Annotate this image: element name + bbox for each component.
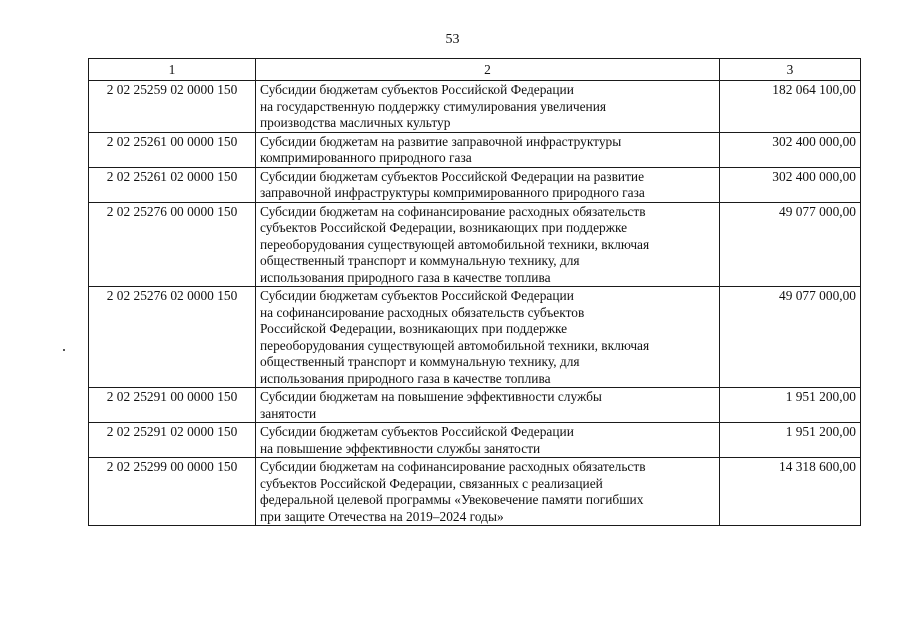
table-row — [89, 287, 861, 388]
budget-code-cell: 2 02 25259 02 0000 150 — [89, 81, 256, 133]
description-cell: Субсидии бюджетам на развитие заправочной инфраструктуры компримированного природного газа — [256, 132, 720, 167]
amount-cell: 1 951 200,00 — [720, 423, 861, 458]
table-header — [89, 59, 861, 81]
description-cell: Субсидии бюджетам на софинансирование расходных обязательств субъектов Российской Федерации, связанных с реализацией федеральной целевой программы «Увековечение памяти погибших при защите Отечества на 2019–2024 годы» — [256, 458, 720, 526]
table-row — [89, 423, 861, 458]
budget-code-cell: 2 02 25299 00 0000 150 — [89, 458, 256, 526]
page-number: 53 — [445, 32, 460, 47]
description-cell: Субсидии бюджетам субъектов Российской Федерации на повышение эффективности службы занятости — [256, 423, 720, 458]
table-body — [89, 81, 861, 526]
amount-cell: 182 064 100,00 — [720, 81, 861, 133]
description-cell: Субсидии бюджетам на повышение эффективности службы занятости — [256, 388, 720, 423]
table-row — [89, 132, 861, 167]
description-cell: Субсидии бюджетам субъектов Российской Федерации на развитие заправочной инфраструктуры компримированного природного газа — [256, 167, 720, 202]
amount-cell: 49 077 000,00 — [720, 202, 861, 287]
table-row — [89, 81, 861, 133]
budget-code-cell: 2 02 25276 02 0000 150 — [89, 287, 256, 388]
budget-table — [88, 58, 861, 526]
scan-artifact-dot — [63, 349, 65, 351]
table-row — [89, 388, 861, 423]
amount-cell: 1 951 200,00 — [720, 388, 861, 423]
budget-code-cell: 2 02 25291 02 0000 150 — [89, 423, 256, 458]
amount-cell: 49 077 000,00 — [720, 287, 861, 388]
budget-code-cell: 2 02 25276 00 0000 150 — [89, 202, 256, 287]
amount-cell: 302 400 000,00 — [720, 132, 861, 167]
table-row — [89, 202, 861, 287]
description-cell: Субсидии бюджетам субъектов Российской Федерации на софинансирование расходных обязательств субъектов Российской Федерации, возникающих при поддержке переоборудования существующей автомобильной техники, включая общественный транспорт и коммунальную технику, для использования природного газа в качестве топлива — [256, 287, 720, 388]
header-row — [89, 59, 861, 81]
budget-code-cell: 2 02 25291 00 0000 150 — [89, 388, 256, 423]
column-header-amount: 3 — [720, 59, 861, 81]
column-header-description: 2 — [256, 59, 720, 81]
column-header-code: 1 — [89, 59, 256, 81]
budget-code-cell: 2 02 25261 02 0000 150 — [89, 167, 256, 202]
table-row — [89, 458, 861, 526]
amount-cell: 14 318 600,00 — [720, 458, 861, 526]
budget-code-cell: 2 02 25261 00 0000 150 — [89, 132, 256, 167]
description-cell: Субсидии бюджетам субъектов Российской Федерации на государственную поддержку стимулирования увеличения производства масличных культур — [256, 81, 720, 133]
description-cell: Субсидии бюджетам на софинансирование расходных обязательств субъектов Российской Федерации, возникающих при поддержке переоборудования существующей автомобильной техники, включая общественный транспорт и коммунальную технику, для использования природного газа в качестве топлива — [256, 202, 720, 287]
amount-cell: 302 400 000,00 — [720, 167, 861, 202]
table-row — [89, 167, 861, 202]
